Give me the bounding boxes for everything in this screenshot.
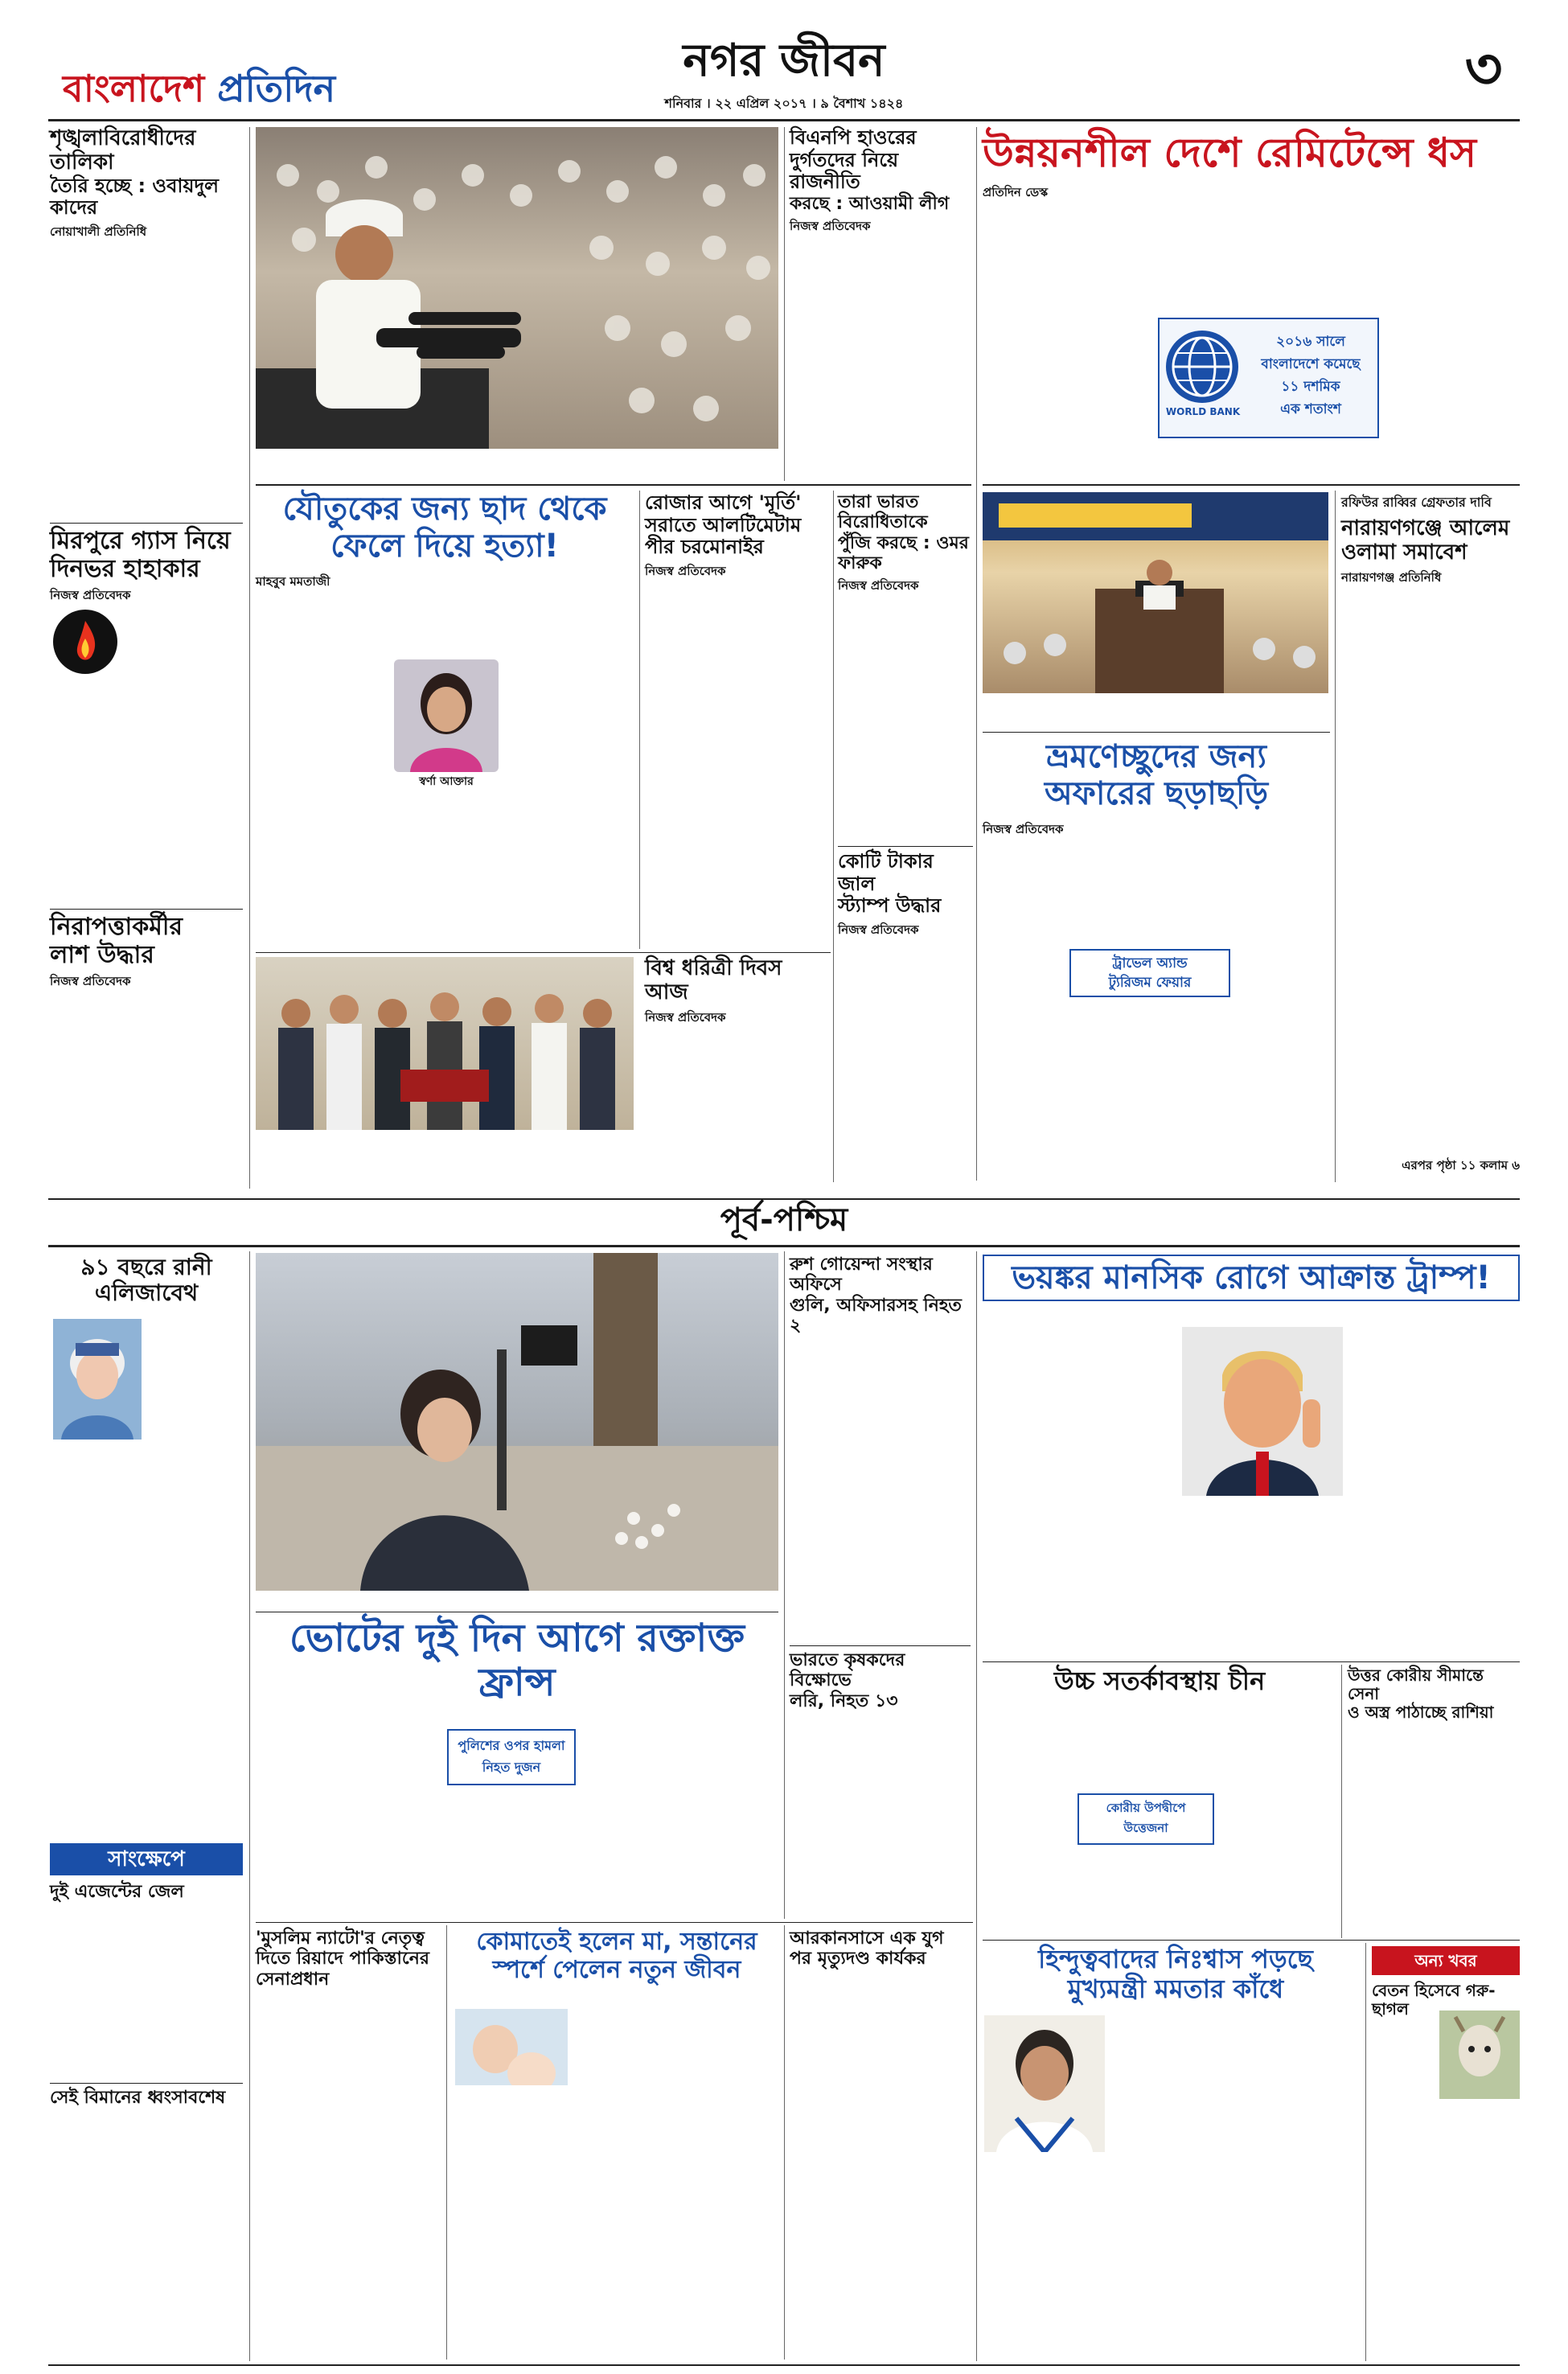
article-india-farmers xyxy=(790,1650,971,1933)
headline: নিরাপত্তাকর্মীর xyxy=(50,913,183,941)
article-body xyxy=(256,1994,441,2324)
kicker: রফিউর রাব্বির গ্রেফতার দাবি xyxy=(1341,495,1492,510)
newspaper-logo xyxy=(63,61,335,122)
dateline: শনিবার । ২২ এপ্রিল ২০১৭ । ৯ বৈশাখ ১৪২৪ xyxy=(664,96,904,111)
article-body xyxy=(50,2108,243,2349)
portrait-name: স্বর্ণা আক্তার xyxy=(394,772,499,791)
headline: দিনভর হাহাকার xyxy=(50,554,200,583)
divider xyxy=(983,1940,1520,1941)
article-body xyxy=(790,1974,971,2328)
article-body xyxy=(50,248,243,489)
stat-line: ১১ দশমিক xyxy=(1281,379,1340,395)
section-rule xyxy=(48,1198,1520,1200)
headline: লাশ উদ্ধার xyxy=(50,940,154,969)
headline: দুই এজেন্টের জেল xyxy=(50,1882,184,1902)
section-rule xyxy=(48,1245,1520,1247)
byline: মাহবুব মমতাজী xyxy=(256,574,330,589)
article-queen-birthday xyxy=(50,1255,243,1306)
headline: কোটি টাকার জাল xyxy=(838,850,934,895)
headline: ফেলে দিয়ে হত্যা! xyxy=(330,528,559,565)
headline: কোমাতেই হলেন মা, সন্তানের xyxy=(476,1928,757,1956)
article-body xyxy=(50,997,243,1263)
article-dowry-murder xyxy=(256,491,634,598)
article-russia-shooting xyxy=(790,1255,971,1670)
article-guard-body xyxy=(50,914,243,1263)
subbox-text: কোরীয় উপদ্বীপে উত্তেজনা xyxy=(1106,1801,1186,1835)
world-bank-infobox xyxy=(1158,318,1379,438)
logo-text: বাংলাদেশ xyxy=(63,67,218,110)
article-statue-ultimatum xyxy=(645,492,830,949)
headline-france-violence: ভোটের দুই দিন আগে রক্তাক্ত ফ্রান্স xyxy=(289,1616,745,1706)
divider xyxy=(50,2083,243,2084)
byline: নিজস্ব প্রতিবেদক xyxy=(645,563,726,578)
brief-two-agents xyxy=(50,1882,243,2087)
divider xyxy=(983,1661,1520,1662)
headline: বিশ্ব ধরিত্রী দিবস আজ xyxy=(645,956,782,1004)
headline: 'মুসলিম ন্যাটো'র নেতৃত্ব xyxy=(256,1928,425,1949)
article-russia-border xyxy=(1348,1666,1520,1944)
headline: পর মৃত্যুদণ্ড কার্যকর xyxy=(790,1949,926,1969)
headline: পুঁজি করছে : ওমর ফারুক xyxy=(838,532,969,573)
stat-line: এক শতাংশ xyxy=(1280,401,1341,417)
column-rule xyxy=(1335,491,1336,1182)
headline: তৈরি হচ্ছে : ওবায়দুল কাদের xyxy=(50,174,220,220)
column-rule xyxy=(976,1251,977,2361)
continued-note: এরপর পৃষ্ঠা ১১ কলাম ৬ xyxy=(1402,1157,1520,1173)
article-body xyxy=(983,2015,1359,2353)
photo-caption xyxy=(256,450,778,481)
headline: অফারের ছড়াছড়ি xyxy=(1044,775,1269,812)
article-body xyxy=(256,1673,778,1914)
byline: নিজস্ব প্রতিবেদক xyxy=(645,1009,726,1025)
masthead-rule xyxy=(48,119,1520,121)
world-bank-label: WORLD BANK xyxy=(1165,406,1241,417)
article-body xyxy=(645,1033,830,1218)
article-body xyxy=(790,242,971,483)
trump-photo xyxy=(1182,1327,1343,1496)
byline: নিজস্ব প্রতিবেদক xyxy=(50,974,131,988)
headline: বেতন হিসেবে গরু-ছাগল xyxy=(1372,1981,1496,2019)
headline: যৌতুকের জন্য ছাদ থেকে xyxy=(282,491,607,528)
headline: লরি, নিহত ১৩ xyxy=(790,1690,898,1711)
stat-line: বাংলাদেশে কমেছে xyxy=(1261,356,1361,372)
byline: নোয়াখালী প্রতিনিধি xyxy=(50,224,147,239)
column-rule xyxy=(639,491,640,949)
article-fake-stamps xyxy=(838,851,973,1203)
headline: ওলামা সমাবেশ xyxy=(1341,540,1467,565)
headline: সেই বিমানের ধ্বংসাবশেষ xyxy=(50,2088,226,2108)
headline-remittance: উন্নয়নশীল দেশে রেমিটেন্সে ধস xyxy=(983,129,1477,176)
photo-caption xyxy=(256,1134,634,1181)
headline: বিএনপি হাওরের xyxy=(790,126,917,149)
column-rule xyxy=(784,1251,785,1919)
article-india-stance xyxy=(838,492,973,875)
article-earth-day xyxy=(645,957,830,1218)
column-rule xyxy=(784,1925,785,2360)
footer-rule xyxy=(48,2364,1520,2366)
travel-fair-photo xyxy=(983,492,1328,693)
subbox-text: পুলিশের ওপর হামলা নিহত দুজন xyxy=(458,1738,565,1775)
remittance-stat xyxy=(1246,331,1375,421)
headline: নারায়ণগঞ্জে আলেম xyxy=(1341,516,1510,540)
article-body xyxy=(50,679,243,944)
column-rule xyxy=(833,491,834,1182)
column-rule xyxy=(249,1251,250,2361)
divider xyxy=(256,1922,973,1923)
headline: মুখ্যমন্ত্রী মমতার কাঁধে xyxy=(1067,1973,1284,2004)
travel-fair-label xyxy=(1069,949,1230,997)
paris-tribute-photo xyxy=(256,1253,778,1591)
divider xyxy=(256,952,831,953)
article-muslim-nato xyxy=(256,1928,441,2324)
headline: মিরপুরে গ্যাস নিয়ে xyxy=(50,527,231,555)
brief-plane-wreckage xyxy=(50,2088,243,2349)
sidebar-brief-title xyxy=(50,1843,243,1875)
article-narayanganj-rally xyxy=(1341,492,1520,1177)
headline: শৃঙ্খলাবিরোধীদের তালিকা xyxy=(50,126,196,175)
headline: এলিজাবেথ xyxy=(94,1279,199,1307)
divider xyxy=(256,484,971,486)
headline: ৯১ বছরে রানী xyxy=(80,1254,212,1280)
headline: দিতে রিয়াদে পাকিস্তানের xyxy=(256,1949,429,1969)
article-body xyxy=(838,946,973,1203)
korea-subbox xyxy=(1077,1793,1214,1845)
headline: দুর্গতদের নিয়ে রাজনীতি xyxy=(790,148,899,194)
headline: সরাতে আলটিমেটাম xyxy=(645,513,802,536)
divider xyxy=(983,484,1520,486)
headline: আরকানসাসে এক যুগ xyxy=(790,1928,944,1949)
divider xyxy=(50,523,243,524)
byline: নারায়ণগঞ্জ প্রতিনিধি xyxy=(1341,569,1442,585)
headline: পীর চরমোনাইর xyxy=(645,536,764,559)
world-bank-logo-icon xyxy=(1166,331,1238,403)
article-body xyxy=(50,1319,243,1834)
article-body xyxy=(645,587,830,949)
article-arkansas-execution xyxy=(790,1928,971,2328)
gas-flame-icon xyxy=(53,610,117,674)
headline: উত্তর কোরীয় সীমান্তে সেনা xyxy=(1348,1665,1484,1703)
article-body xyxy=(790,1716,971,1933)
other-news-tag: অন্য খবর xyxy=(1372,1946,1520,1975)
byline: নিজস্ব প্রতিবেদক xyxy=(983,822,1064,836)
bank-ceremony-photo xyxy=(256,957,634,1130)
headline: স্পর্শে পেলেন নতুন জীবন xyxy=(492,1955,741,1984)
byline: নিজস্ব প্রতিবেদক xyxy=(50,588,131,602)
france-subbox xyxy=(447,1729,576,1785)
divider xyxy=(50,909,243,910)
article-haor-politics xyxy=(790,127,971,483)
headline: করছে : আওয়ামী লীগ xyxy=(790,193,950,214)
column-rule xyxy=(784,127,785,481)
headline-trump: ভয়ঙ্কর মানসিক রোগে আক্রান্ত ট্রাম্প! xyxy=(983,1255,1520,1301)
page-number: ৩ xyxy=(1464,35,1503,102)
byline: প্রতিদিন ডেস্ক xyxy=(983,185,1049,199)
headline-china: উচ্চ সতর্কাবস্থায় চীন xyxy=(1053,1665,1266,1696)
byline: নিজস্ব প্রতিবেদক xyxy=(790,219,871,234)
label-line: ট্যুরিজম ফেয়ার xyxy=(1108,975,1192,991)
article-body xyxy=(50,1902,243,2087)
headline: সেনাপ্রধান xyxy=(256,1969,330,1990)
section-title: নগর জীবন xyxy=(683,35,885,87)
article-body xyxy=(1341,594,1520,1156)
article-body xyxy=(790,1341,971,1670)
byline: নিজস্ব প্রতিবেদক xyxy=(838,922,919,937)
sidebar-title: সাংক্ষেপে xyxy=(108,1847,185,1871)
logo-accent-text: প্রতিদিন xyxy=(217,67,336,110)
divider xyxy=(790,1645,971,1646)
headline: রোজার আগে 'মূর্তি' xyxy=(645,491,802,514)
headline: স্ট্যাম্প উদ্ধার xyxy=(838,894,942,918)
headline: ভ্রমণেচ্ছুদের জন্য xyxy=(1045,738,1266,775)
victim-portrait xyxy=(394,659,499,772)
article-party-list xyxy=(50,127,243,489)
column-rule xyxy=(1365,1943,1366,2361)
label-line: ট্রাভেল অ্যান্ড xyxy=(1112,955,1188,971)
article-body xyxy=(1348,1727,1520,1944)
divider xyxy=(838,846,973,847)
byline: নিজস্ব প্রতিবেদক xyxy=(838,578,919,594)
column-rule xyxy=(976,127,977,1181)
article-gas-crisis xyxy=(50,528,243,611)
article-body xyxy=(838,602,973,875)
article-travel-offers xyxy=(983,738,1330,1103)
goat-photo xyxy=(1439,2011,1520,2099)
headline: হিন্দুত্ববাদের নিঃশ্বাস পড়ছে xyxy=(1038,1944,1313,1974)
world-section-title: পূর্ব-পশ্চিম xyxy=(720,1201,848,1238)
column-rule xyxy=(446,1925,447,2360)
headline: তারা ভারত বিরোধিতাকে xyxy=(838,492,928,533)
photo-caption xyxy=(983,696,1328,727)
headline: গুলি, অফিসারসহ নিহত ২ xyxy=(790,1295,962,1336)
headline: ও অস্ত্র পাঠাচ্ছে রাশিয়া xyxy=(1348,1702,1494,1722)
article-mamata xyxy=(983,1945,1369,2004)
stat-line: ২০১৬ সালে xyxy=(1276,334,1345,350)
headline: রুশ গোয়েন্দা সংস্থার অফিসে xyxy=(790,1255,933,1296)
column-rule xyxy=(1341,1665,1342,1938)
rally-photo xyxy=(256,127,778,449)
column-rule xyxy=(249,127,250,1189)
article-coma-mother xyxy=(452,1928,782,2344)
masthead xyxy=(0,0,1568,113)
headline: ভারতে কৃষকদের বিক্ষোভে xyxy=(790,1650,905,1691)
mother-baby-photo xyxy=(455,2009,568,2105)
divider xyxy=(983,732,1330,733)
